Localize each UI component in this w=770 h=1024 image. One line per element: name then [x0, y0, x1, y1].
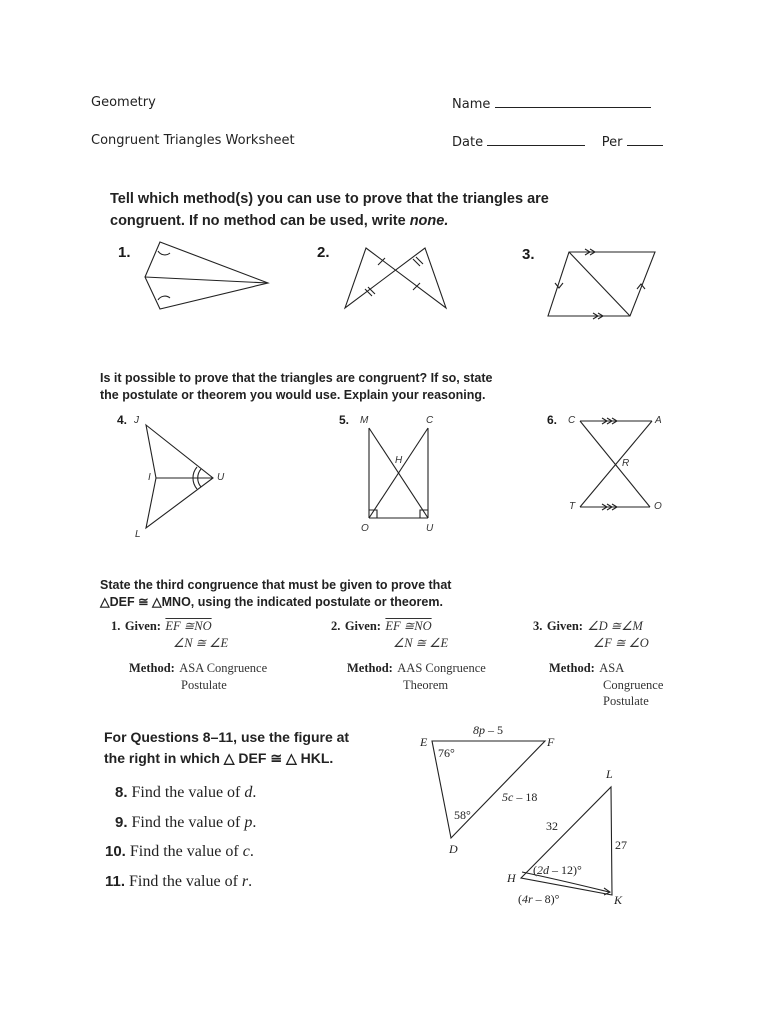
problem-2-number: 2.	[317, 244, 330, 261]
item-3-given2: ∠F ≅ ∠O	[593, 636, 649, 650]
question-10-end: .	[249, 843, 254, 860]
label-L: L	[606, 767, 613, 781]
question-9-var: p	[244, 813, 253, 831]
label-5-C: C	[426, 415, 434, 426]
label-D: D	[449, 842, 458, 856]
item-1-method: ASA Congruence	[179, 661, 268, 675]
question-8-end: .	[252, 784, 257, 801]
side-HL-value: 32	[546, 819, 558, 833]
label-5-O: O	[361, 523, 369, 534]
label-6-T: T	[569, 501, 576, 512]
section3-line2: △DEF ≅ △MNO, using the indicated postulate or theorem.	[100, 595, 443, 609]
section2-line1: Is it possible to prove that the triangles are congruent? If so, state	[100, 371, 493, 385]
section1-line2b: none.	[409, 213, 449, 229]
question-8-number: 8.	[115, 784, 128, 801]
section1-line1: Tell which method(s) you can use to prove that the triangles are	[110, 191, 549, 207]
question-11-text: Find the value of	[129, 872, 242, 890]
item-3-number: 3.	[533, 619, 543, 633]
item-2-given2: ∠N ≅ ∠E	[393, 636, 449, 650]
question-11-number: 11.	[105, 872, 126, 890]
item-3-method: ASA	[599, 661, 625, 675]
question-8-var: d	[244, 784, 253, 801]
item-1-given2: ∠N ≅ ∠E	[173, 636, 229, 650]
label-F: F	[547, 735, 555, 749]
angle-E-value: 76°	[438, 746, 455, 760]
label-E: E	[420, 735, 428, 749]
per-label: Per	[601, 135, 623, 150]
angle-H-top-value: (2d – 12)°	[533, 863, 582, 877]
item-2-given1: EF ≅NO	[385, 619, 432, 633]
section1-line2a: congruent. If no method can be used, write	[110, 213, 410, 229]
item-1-given-label: Given:	[124, 619, 161, 633]
item-2-method-label: Method:	[347, 661, 393, 675]
item-1-number: 1.	[111, 619, 121, 633]
problem-1-number: 1.	[118, 244, 131, 261]
item-3-method2: Congruence	[603, 678, 664, 692]
worksheet-title: Congruent Triangles Worksheet	[91, 133, 295, 148]
course-title: Geometry	[91, 95, 156, 110]
label-6-R: R	[622, 458, 630, 469]
label-6-C: C	[568, 415, 576, 426]
item-1-method-label: Method:	[129, 661, 175, 675]
question-9-text: Find the value of	[131, 813, 245, 831]
question-8-text: Find the value of	[131, 784, 245, 801]
label-6-A: A	[655, 415, 662, 426]
label-5-U: U	[426, 523, 434, 534]
question-11-var: r	[241, 872, 249, 890]
item-3-given-label: Given:	[546, 619, 583, 633]
item-2-number: 2.	[331, 619, 341, 633]
angle-H-bottom-value: (4r – 8)°	[518, 892, 560, 906]
question-9-number: 9.	[115, 813, 128, 831]
date-label: Date	[452, 135, 484, 150]
item-3-method-label: Method:	[549, 661, 595, 675]
question-10-number: 10.	[105, 843, 126, 860]
side-EF-value: 8p – 5	[473, 723, 503, 737]
section3-line1: State the third congruence that must be given to prove that	[100, 578, 452, 592]
question-11-end: .	[248, 872, 253, 890]
label-4-J: J	[134, 415, 139, 426]
label-6-O: O	[654, 501, 662, 512]
problem-3-number: 3.	[522, 246, 535, 263]
label-5-H: H	[395, 455, 403, 466]
angle-D-value: 58°	[454, 808, 471, 822]
question-9-end: .	[252, 813, 257, 831]
name-label: Name	[452, 97, 491, 112]
problem-5-number: 5.	[339, 413, 350, 427]
label-4-U: U	[217, 472, 225, 483]
question-10-var: c	[242, 843, 250, 860]
question-10-text: Find the value of	[129, 843, 243, 860]
item-3-method3: Postulate	[603, 694, 649, 708]
section2-line2: the postulate or theorem you would use. Explain your reasoning.	[100, 388, 486, 402]
label-K: K	[614, 893, 623, 907]
side-DF-value: 5c – 18	[502, 790, 538, 804]
item-1-method2: Postulate	[181, 678, 227, 692]
label-4-I: I	[148, 472, 151, 483]
problem-6-number: 6.	[547, 413, 558, 427]
section4-line2: the right in which △ DEF ≅ △ HKL.	[104, 750, 334, 766]
item-3-given1: ∠D ≅∠M	[587, 619, 643, 633]
item-2-method2: Theorem	[403, 678, 449, 692]
item-2-method: AAS Congruence	[397, 661, 486, 675]
side-LK-value: 27	[615, 838, 627, 852]
label-H: H	[507, 871, 516, 885]
problem-4-number: 4.	[117, 413, 128, 427]
label-5-M: M	[360, 415, 369, 426]
section4-line1: For Questions 8–11, use the figure at	[104, 729, 350, 745]
item-1-given1: EF ≅NO	[165, 619, 212, 633]
label-4-L: L	[135, 529, 141, 540]
item-2-given-label: Given:	[344, 619, 381, 633]
